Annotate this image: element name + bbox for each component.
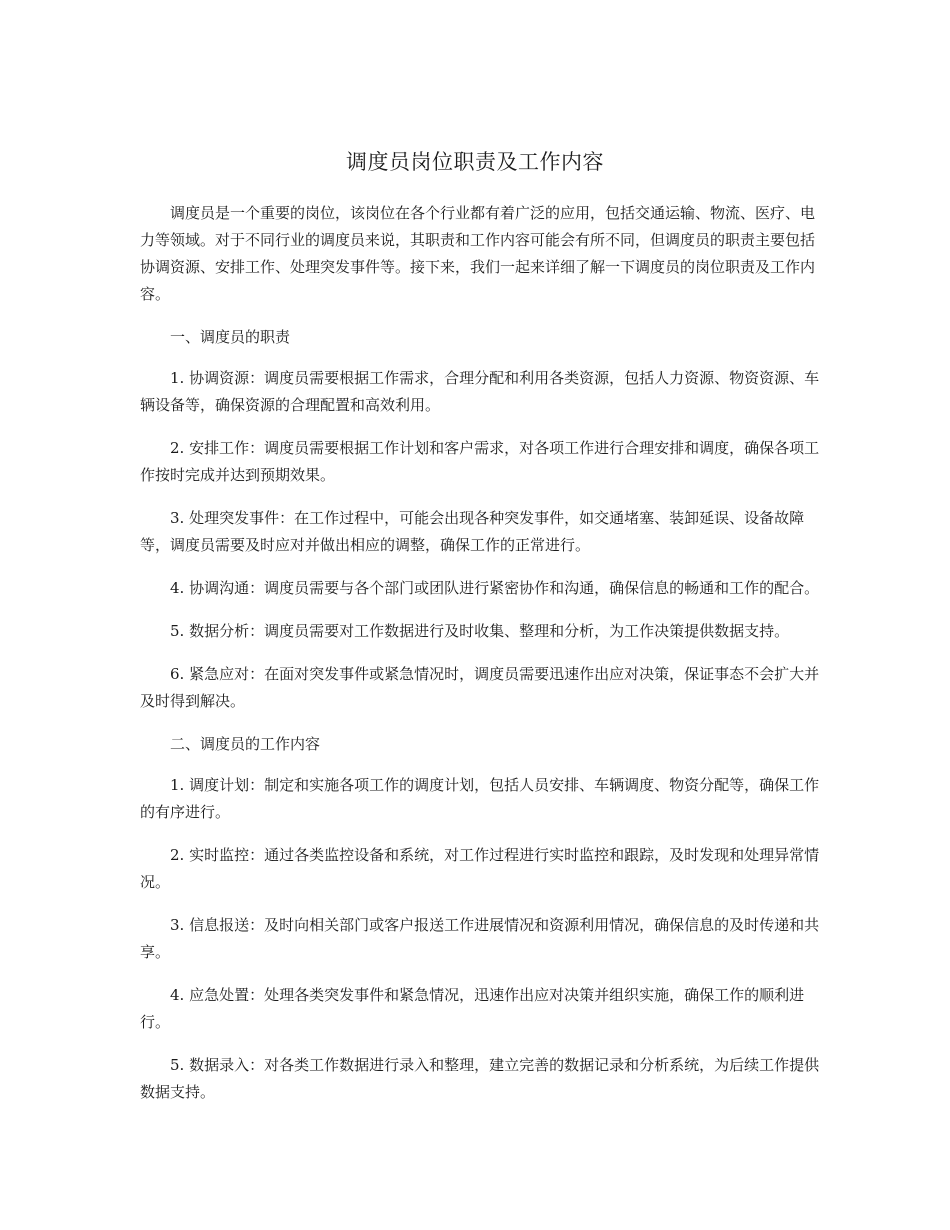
work-content-item: 2. 实时监控：通过各类监控设备和系统，对工作过程进行实时监控和跟踪，及时发现和处理异常情况。 <box>140 846 820 891</box>
document-title: 调度员岗位职责及工作内容 <box>346 150 604 174</box>
work-content-item: 4. 应急处置：处理各类突发事件和紧急情况，迅速作出应对决策并组织实施，确保工作的顺利进行。 <box>140 986 805 1031</box>
work-content-item: 3. 信息报送：及时向相关部门或客户报送工作进展情况和资源利用情况，确保信息的及时传递和共享。 <box>140 916 820 961</box>
duty-item: 6. 紧急应对：在面对突发事件或紧急情况时，调度员需要迅速作出应对决策，保证事态不会扩大并及时得到解决。 <box>140 665 820 710</box>
duty-item: 4. 协调沟通：调度员需要与各个部门或团队进行紧密协作和沟通，确保信息的畅通和工作的配合。 <box>170 579 820 597</box>
intro-paragraph: 调度员是一个重要的岗位，该岗位在各个行业都有着广泛的应用，包括交通运输、物流、医疗、电力等领域。对于不同行业的调度员来说，其职责和工作内容可能会有所不同，但调度员的职责主要包括协调资源、安排工作、处理突发事件等。接下来，我们一起来详细了解一下调度员的岗位职责及工作内容。 <box>140 204 816 303</box>
section-heading-work-content: 二、调度员的工作内容 <box>170 735 321 753</box>
work-content-item: 1. 调度计划：制定和实施各项工作的调度计划，包括人员安排、车辆调度、物资分配等，确保工作的有序进行。 <box>140 776 820 821</box>
duty-item: 2. 安排工作：调度员需要根据工作计划和客户需求，对各项工作进行合理安排和调度，确保各项工作按时完成并达到预期效果。 <box>140 439 820 484</box>
duty-item: 1. 协调资源：调度员需要根据工作需求，合理分配和利用各类资源，包括人力资源、物资资源、车辆设备等，确保资源的合理配置和高效利用。 <box>140 369 820 414</box>
section-heading-duties: 一、调度员的职责 <box>170 328 291 346</box>
work-content-item: 5. 数据录入：对各类工作数据进行录入和整理，建立完善的数据记录和分析系统，为后续工作提供数据支持。 <box>140 1056 820 1101</box>
duty-item: 5. 数据分析：调度员需要对工作数据进行及时收集、整理和分析，为工作决策提供数据支持。 <box>170 622 790 640</box>
document-body <box>140 200 822 1122</box>
duty-item: 3. 处理突发事件：在工作过程中，可能会出现各种突发事件，如交通堵塞、装卸延误、设备故障等，调度员需要及时应对并做出相应的调整，确保工作的正常进行。 <box>140 509 805 554</box>
